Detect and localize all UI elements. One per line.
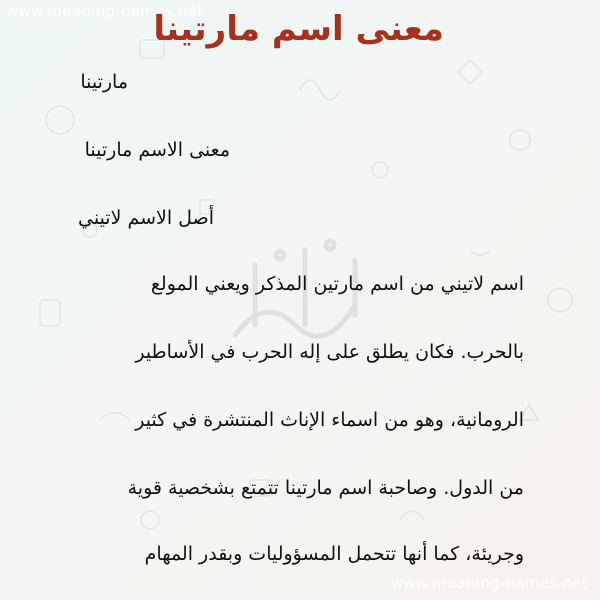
description-line-1: اسم لاتيني من اسم مارتين المذكر ويعني المولع: [150, 273, 524, 295]
origin-line: أصل الاسم لاتيني: [78, 207, 214, 229]
site-watermark-bottom: www.meaning-names.net: [390, 574, 588, 592]
description-line-2: بالحرب. فكان يطلق على إله الحرب في الأساطير: [135, 341, 524, 363]
name-line: مارتينا: [80, 71, 128, 93]
meaning-heading-line: معنى الاسم مارتينا: [84, 139, 230, 161]
page-title: معنى اسم مارتينا: [153, 9, 444, 49]
description-line-4: من الدول. وصاحبة اسم مارتينا تتمتع بشخصية قوية: [127, 477, 524, 499]
description-line-3: الرومانية، وهو من اسماء الإناث المنتشرة في كثير: [135, 409, 524, 431]
site-watermark-top: www.meaning-names.net: [6, 2, 204, 20]
description-line-5: وجريئة، كما أنها تتحمل المسؤوليات وبقدر المهام: [144, 543, 524, 565]
